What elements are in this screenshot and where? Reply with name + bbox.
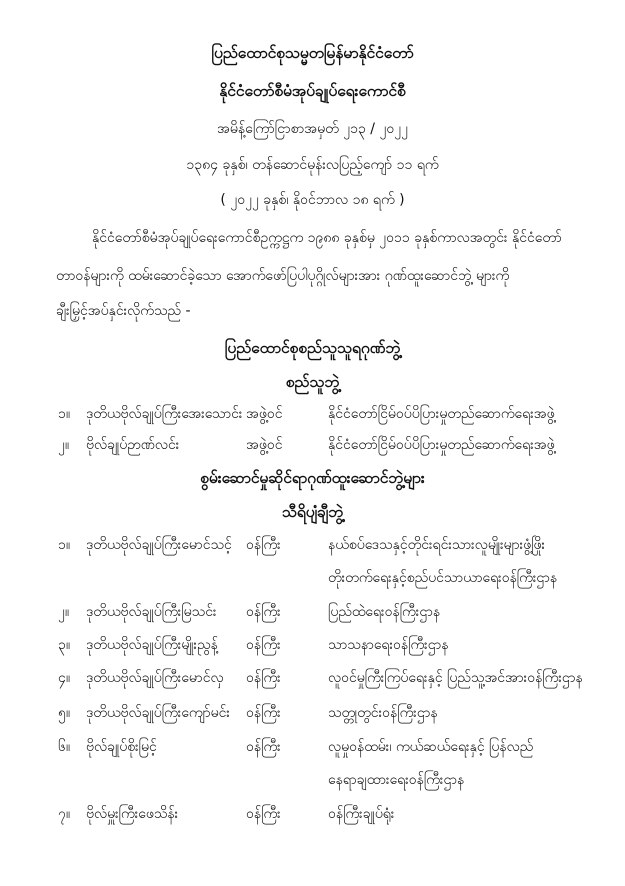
recipient-ministry: ပြည်ထဲရေးဝန်ကြီးဌာန	[328, 604, 441, 620]
row-number: ၁။	[58, 537, 71, 553]
recipient-role: အဖွဲ့ဝင်	[246, 406, 283, 422]
document-title: ပြည်ထောင်စုသမ္မတမြန်မာနိုင်ငံတော်	[211, 44, 414, 62]
row-number: ၆။	[58, 739, 71, 755]
row-number: ၁။	[58, 406, 71, 422]
intro-line-1: နိုင်ငံတော်စီမံအုပ်ချုပ်ရေးကောင်စီဥက္ကဋ္ဌက ၁၉၈၈ ခုနှစ်မှ ၂၀၁၁ ခုနှစ်ကာလအတွင်း နိုင်ငံတော်	[92, 230, 562, 246]
recipient-name: ဒုတိယဗိုလ်ချုပ်ကြီးမောင်လှ	[86, 670, 224, 686]
table-row	[0, 535, 625, 561]
council-title: နိုင်ငံတော်စီမံအုပ်ချုပ်ရေးကောင်စီ	[219, 82, 406, 100]
recipient-ministry: လူမှုဝန်ထမ်း၊ ကယ်ဆယ်ရေးနှင့် ပြန်လည်	[328, 739, 534, 755]
gregorian-date: ( ၂၀၂၂ ခုနှစ်၊ နိုဝင်ဘာလ ၁၈ ရက် )	[220, 192, 405, 208]
recipient-name: ဒုတိယဗိုလ်ချုပ်ကြီးမျိုးညွန့်	[86, 637, 218, 653]
table-row	[0, 804, 625, 830]
table-row	[0, 737, 625, 763]
recipient-role: ဝန်ကြီး	[246, 604, 281, 620]
recipient-body: နိုင်ငံတော်ငြိမ်ဝပ်ပိပြားမှုတည်ဆောက်ရေးအဖွဲ့	[328, 437, 555, 453]
section2-title: စွမ်းဆောင်မှုဆိုင်ရာဂုဏ်ထူးဆောင်ဘွဲ့များ	[200, 469, 425, 487]
recipient-ministry-continued: နေရာချထားရေးဝန်ကြီးဌာန	[328, 772, 465, 788]
recipient-role: ဝန်ကြီး	[246, 739, 281, 755]
recipient-name: ဒုတိယဗိုလ်ချုပ်ကြီးကျော်မင်း	[86, 705, 230, 721]
recipient-ministry-continued: တိုးတက်ရေးနှင့်စည်ပင်သာယာရေးဝန်ကြီးဌာန	[328, 570, 558, 586]
recipient-ministry: သာသနာရေးဝန်ကြီးဌာန	[328, 637, 449, 653]
intro-line-2: တာဝန်များကို ထမ်းဆောင်ခဲ့သော အောက်ဖော်ပြပါပုဂ္ဂိုလ်များအား ဂုဏ်ထူးဆောင်ဘွဲ့ များကို	[56, 268, 510, 284]
recipient-role: ဝန်ကြီး	[246, 705, 281, 721]
table-row	[0, 703, 625, 729]
table-row-continuation	[0, 770, 625, 796]
row-number: ၂။	[58, 604, 70, 620]
recipient-role: ဝန်ကြီး	[246, 637, 281, 653]
row-number: ၂။	[58, 437, 70, 453]
row-number: ၃။	[58, 637, 71, 653]
section2-subtitle: သီရိပျံချီဘွဲ့	[281, 503, 344, 521]
recipient-role: ဝန်ကြီး	[246, 806, 281, 822]
recipient-role: ဝန်ကြီး	[246, 670, 281, 686]
row-number: ၇။	[58, 806, 71, 822]
row-number: ၅။	[58, 705, 71, 721]
table-row-continuation	[0, 568, 625, 594]
recipient-name: ဗိုလ်ချုပ်စိုးမြင့်	[86, 739, 157, 755]
intro-line-3: ချီးမြှင့်အပ်နှင်းလိုက်သည် -	[56, 303, 191, 319]
table-row	[0, 668, 625, 694]
table-row	[0, 635, 625, 661]
row-number: ၄။	[58, 670, 71, 686]
recipient-ministry: နယ်စပ်ဒေသနှင့်တိုင်းရင်းသားလူမျိုးများဖွံ့ဖြိုး	[328, 537, 546, 553]
recipient-name: ဒုတိယဗိုလ်ချုပ်ကြီးမြသင်း	[86, 604, 217, 620]
order-number: အမိန့်ကြော်ငြာစာအမှတ် ၂၁၃ / ၂၀၂၂	[217, 121, 408, 137]
recipient-ministry: သတ္တုတွင်းဝန်ကြီးဌာန	[328, 705, 438, 721]
section1-subtitle: စည်သူဘွဲ့	[285, 373, 340, 391]
table-row	[0, 602, 625, 628]
recipient-name: ဒုတိယဗိုလ်ချုပ်ကြီးအေးသောင်း	[86, 406, 243, 422]
recipient-ministry: ဝန်ကြီးချုပ်ရုံး	[328, 806, 395, 822]
recipient-name: ဒုတိယဗိုလ်ချုပ်ကြီးမောင်သင့်	[86, 537, 232, 553]
recipient-name: ဗိုလ်ချုပ်ဉာဏ်လင်း	[86, 437, 180, 453]
recipient-role: အဖွဲ့ဝင်	[246, 437, 283, 453]
recipient-role: ဝန်ကြီး	[246, 537, 281, 553]
table-row	[0, 435, 625, 461]
recipient-name: ဗိုလ်မှူးကြီးဖေသိန်း	[86, 806, 179, 822]
section1-title: ပြည်ထောင်စုစည်သူသူရဂုဏ်ဘွဲ့	[224, 339, 401, 357]
recipient-body: နိုင်ငံတော်ငြိမ်ဝပ်ပိပြားမှုတည်ဆောက်ရေးအဖွဲ့	[328, 406, 555, 422]
table-row	[0, 404, 625, 430]
myanmar-date: ၁၃၈၄ ခုနှစ်၊ တန်ဆောင်မုန်းလပြည့်ကျော် ၁၁ ရက်	[186, 157, 439, 173]
recipient-ministry: လူဝင်မှုကြီးကြပ်ရေးနှင့် ပြည်သူ့အင်အားဝန်ကြီးဌာန	[328, 670, 583, 686]
